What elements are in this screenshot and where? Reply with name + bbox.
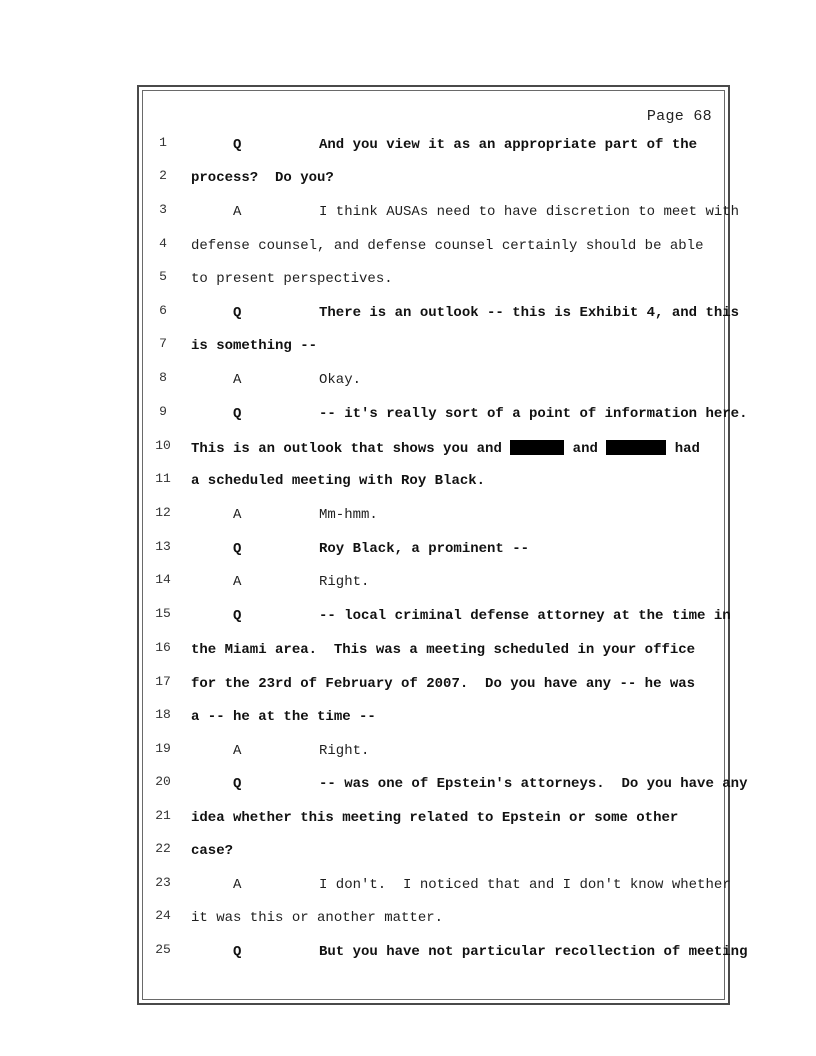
line-content: There is an outlook -- this is Exhibit 4, and this bbox=[319, 305, 740, 321]
speaker-label: Q bbox=[233, 406, 242, 422]
line-number: 16 bbox=[155, 640, 171, 655]
line-content: Mm-hmm. bbox=[319, 507, 378, 523]
line-content: had bbox=[674, 441, 700, 457]
line-number: 23 bbox=[155, 875, 171, 890]
line-number: 24 bbox=[155, 908, 171, 923]
transcript-line bbox=[0, 640, 816, 662]
line-number: 12 bbox=[155, 505, 171, 520]
line-number: 8 bbox=[159, 370, 167, 385]
line-content: process? Do you? bbox=[191, 170, 334, 186]
line-content: defense counsel, and defense counsel certainly should be able bbox=[191, 238, 704, 254]
line-content: the Miami area. This was a meeting scheduled in your office bbox=[191, 642, 696, 658]
speaker-label: A bbox=[233, 877, 242, 893]
line-content: -- it's really sort of a point of information here. bbox=[319, 406, 748, 422]
transcript-line bbox=[0, 269, 816, 291]
line-number: 25 bbox=[155, 942, 171, 957]
line-content: a -- he at the time -- bbox=[191, 709, 376, 725]
speaker-label: A bbox=[233, 574, 242, 590]
transcript-line bbox=[0, 674, 816, 696]
line-text bbox=[191, 204, 739, 220]
line-content: I don't. I noticed that and I don't know whether bbox=[319, 877, 731, 893]
redaction-block bbox=[510, 440, 564, 455]
line-number: 3 bbox=[159, 202, 167, 217]
speaker-label: Q bbox=[233, 608, 242, 624]
line-number: 19 bbox=[155, 741, 171, 756]
speaker-label: A bbox=[233, 743, 242, 759]
line-content: a scheduled meeting with Roy Black. bbox=[191, 473, 486, 489]
line-content: Right. bbox=[319, 743, 370, 759]
line-content: idea whether this meeting related to Epstein or some other bbox=[191, 810, 679, 826]
line-number: 13 bbox=[155, 539, 171, 554]
transcript-line bbox=[0, 572, 816, 594]
line-text bbox=[191, 406, 747, 422]
transcript-line bbox=[0, 168, 816, 190]
line-content: is something -- bbox=[191, 338, 318, 354]
line-content: and bbox=[572, 441, 598, 457]
redaction-block bbox=[606, 440, 666, 455]
line-text bbox=[191, 440, 700, 457]
transcript-line bbox=[0, 841, 816, 863]
speaker-label: Q bbox=[233, 541, 242, 557]
speaker-label: Q bbox=[233, 137, 242, 153]
line-number: 1 bbox=[159, 135, 167, 150]
line-number: 21 bbox=[155, 808, 171, 823]
line-text bbox=[191, 305, 739, 321]
line-number: 10 bbox=[155, 438, 171, 453]
line-text bbox=[191, 541, 529, 557]
line-text bbox=[191, 776, 747, 792]
transcript-line bbox=[0, 236, 816, 258]
line-content: Okay. bbox=[319, 372, 362, 388]
transcript-line bbox=[0, 741, 816, 763]
line-number: 6 bbox=[159, 303, 167, 318]
line-number: 5 bbox=[159, 269, 167, 284]
speaker-label: Q bbox=[233, 776, 242, 792]
line-text bbox=[191, 877, 731, 893]
line-content: -- local criminal defense attorney at the time in bbox=[319, 608, 731, 624]
line-text bbox=[191, 137, 697, 153]
transcript-line bbox=[0, 942, 816, 964]
transcript-line bbox=[0, 471, 816, 493]
line-number: 15 bbox=[155, 606, 171, 621]
transcript-line bbox=[0, 774, 816, 796]
transcript-line bbox=[0, 438, 816, 460]
line-number: 11 bbox=[155, 471, 171, 486]
line-content: I think AUSAs need to have discretion to meet with bbox=[319, 204, 740, 220]
line-content: for the 23rd of February of 2007. Do you have any -- he was bbox=[191, 676, 696, 692]
line-text bbox=[191, 372, 361, 388]
line-content: -- was one of Epstein's attorneys. Do you have any bbox=[319, 776, 748, 792]
line-content: to present perspectives. bbox=[191, 271, 393, 287]
line-number: 2 bbox=[159, 168, 167, 183]
line-text bbox=[191, 507, 378, 523]
speaker-label: Q bbox=[233, 305, 242, 321]
line-text bbox=[191, 574, 369, 590]
speaker-label: A bbox=[233, 204, 242, 220]
line-number: 9 bbox=[159, 404, 167, 419]
transcript-line bbox=[0, 202, 816, 224]
line-content: But you have not particular recollection of meeting bbox=[319, 944, 748, 960]
line-number: 22 bbox=[155, 841, 171, 856]
line-text bbox=[191, 743, 369, 759]
transcript-line bbox=[0, 875, 816, 897]
page-number: Page 68 bbox=[646, 108, 712, 125]
line-number: 4 bbox=[159, 236, 167, 251]
line-content: it was this or another matter. bbox=[191, 910, 444, 926]
line-content: And you view it as an appropriate part of the bbox=[319, 137, 698, 153]
transcript-line bbox=[0, 505, 816, 527]
line-number: 18 bbox=[155, 707, 171, 722]
line-number: 7 bbox=[159, 336, 167, 351]
line-content: case? bbox=[191, 843, 234, 859]
speaker-label: A bbox=[233, 372, 242, 388]
line-number: 20 bbox=[155, 774, 171, 789]
transcript-line bbox=[0, 336, 816, 358]
speaker-label: Q bbox=[233, 944, 242, 960]
transcript-line bbox=[0, 539, 816, 561]
transcript-line bbox=[0, 303, 816, 325]
transcript-line bbox=[0, 707, 816, 729]
transcript-line bbox=[0, 908, 816, 930]
transcript-line bbox=[0, 404, 816, 426]
line-number: 14 bbox=[155, 572, 171, 587]
line-content: Right. bbox=[319, 574, 370, 590]
transcript-line bbox=[0, 606, 816, 628]
line-number: 17 bbox=[155, 674, 171, 689]
speaker-label: A bbox=[233, 507, 242, 523]
line-text bbox=[191, 608, 731, 624]
line-content: This is an outlook that shows you and bbox=[191, 441, 502, 457]
transcript-line bbox=[0, 370, 816, 392]
line-content: Roy Black, a prominent -- bbox=[319, 541, 530, 557]
transcript-line bbox=[0, 808, 816, 830]
line-text bbox=[191, 944, 747, 960]
transcript-line bbox=[0, 135, 816, 157]
